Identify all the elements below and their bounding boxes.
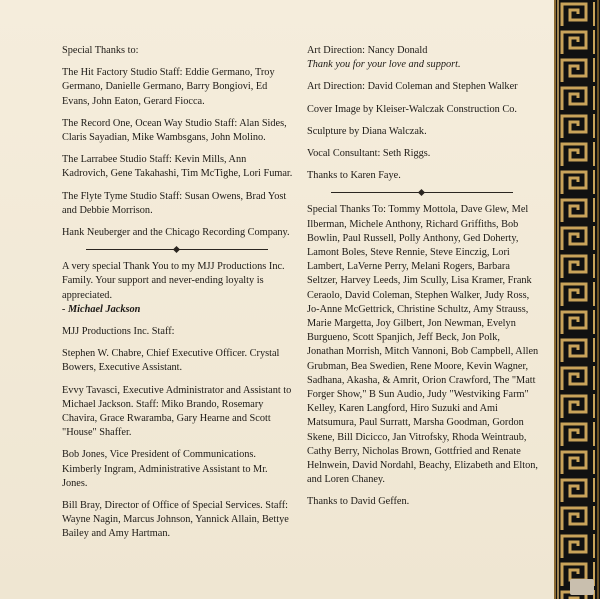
jones-credits: Bob Jones, Vice President of Communications. Kimberly Ingram, Administrative Assistant to Mr. Jones. — [62, 449, 268, 489]
david-geffen-thanks: Thanks to David Geffen. — [307, 496, 410, 508]
neuberger-credits: Hank Neuberger and the Chicago Recording Company. — [62, 227, 290, 239]
art-direction-2: Art Direction: David Coleman and Stephen Walker — [307, 81, 518, 93]
flyte-tyme-credits: The Flyte Tyme Studio Staff: Susan Owens, Brad Yost and Debbie Morrison. — [62, 190, 287, 216]
credits-right-column — [307, 44, 539, 518]
cover-image-credit: Cover Image by Kleiser-Walczak Construction Co. — [307, 103, 517, 115]
hit-factory-credits: The Hit Factory Studio Staff: Eddie Germano, Troy Germano, Danielle Germano, Barry Bongiovi, Ed Evans, John Eaton, Gerard Fiocca. — [62, 67, 275, 107]
bray-credits: Bill Bray, Director of Office of Special Services. Staff: Wayne Nagin, Marcus Johnson, Yannick Allain, Bettye Bailey and Amy Hartman. — [62, 500, 289, 540]
vocal-consultant-credit: Vocal Consultant: Seth Riggs. — [307, 148, 431, 160]
greek-key-border-icon — [554, 0, 600, 599]
special-thanks-long: Special Thanks To: Tommy Mottola, Dave Glew, Mel Ilberman, Michele Anthony, Richard Griffiths, Bob Bowlin, Paul Russell, Polly Anthony, Ged Doherty, Lamont Boles, Steve Rennie, Steve Einczig, Lori Lambert, LaVerne Perry, Melani Rogers, Barbara Seltzer, Harvey Leeds, Jim Scully, Lisa Kramer, Frank Ceraolo, David Coleman, Stephen Walker, Judy Ross, Jo-Anne McGettrick, Christine Schultz, Amy Strauss, Marie Margetta, Joy Gilbert, Jon Newman, Evelyn Burgueno, Scott Spanjich, Jeff Beck, Jon Polk, Jonathan Morrish, Mitch Vannoni, Bob Campbell, Allen Grubman, Bea Swedien, Rene Moore, Kevin Wagner, Sadhana, Akasha, & Amrit, Orion Crawford, The "Matt Forger Show," B Sun Audio, Judy "Westviking Farm" Kelley, Karen Langford, Hiro Suzuki and Ami Matsumura, Paul Surratt, Marsha Goodman, Gordon Skene, Bill Dicicco, Jan Vitrofsky, Rhoda Weintraub, Cathy Berry, Nicholas Brown, Gottfried and Renate Helnwein, David Nordahl, Beachy, Elizabeth and Elton, and Loren Chaney. — [307, 204, 539, 486]
divider-rule — [86, 249, 268, 250]
sculpture-credit: Sculpture by Diana Walczak. — [307, 125, 427, 137]
art-direction-1: Art Direction: Nancy Donald — [307, 45, 428, 56]
record-one-credits: The Record One, Ocean Way Studio Staff: Alan Sides, Claris Sayadian, Mike Wambsgans, John Molino. — [62, 117, 287, 144]
divider-rule — [331, 192, 513, 193]
mjj-signature: - Michael Jackson — [62, 303, 141, 315]
karen-faye-thanks: Thanks to Karen Faye. — [307, 170, 401, 182]
art-direction-1-note: Thank you for your love and support. — [307, 59, 461, 71]
tavasci-credits: Evvy Tavasci, Executive Administrator and Assistant to Michael Jackson. Staff: Miko Brando, Rosemary Chavira, Grace Rwaramba, Gary Hearne and Scott "House" Shaffer. — [62, 384, 292, 439]
credits-left-column — [62, 44, 294, 550]
mjj-staff-heading: MJJ Productions Inc. Staff: — [62, 326, 175, 338]
larrabee-credits: The Larrabee Studio Staff: Kevin Mills, Ann Kadrovich, Gene Takahashi, Tim McTighe, Lori Fumar. — [62, 154, 293, 180]
page-corner — [570, 579, 594, 595]
chabre-credits: Stephen W. Chabre, Chief Executive Officer. Crystal Bowers, Executive Assistant. — [62, 348, 280, 374]
mjj-thanks-text: A very special Thank You to my MJJ Productions Inc. Family. Your support and never-ending loyalty is appreciated. — [62, 261, 285, 301]
special-thanks-heading: Special Thanks to: — [62, 45, 139, 56]
